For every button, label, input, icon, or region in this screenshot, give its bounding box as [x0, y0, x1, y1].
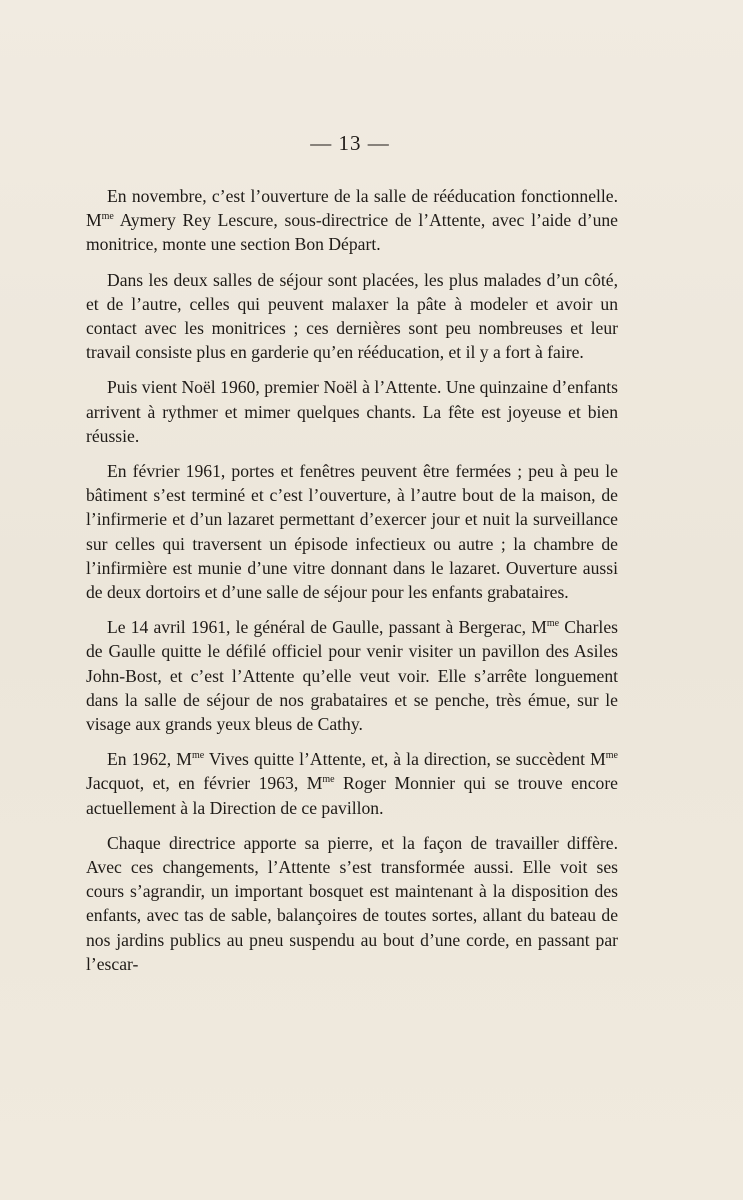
superscript: me — [322, 774, 335, 786]
text-run: En février 1961, portes et fenêtres peuvent être fermées ; peu à peu le bâtiment s’est terminé et c’est l’ouverture, à l’autre bout de la maison, de l’infirmerie et d’un lazaret permettant d’exercer jour et nuit la surveillance sur celles qui traversent un épisode infectieux ou autre ; la chambre de l’infirmière est munie d’une vitre donnant dans le lazaret. Ouverture aussi de deux dortoirs et d’une salle de séjour pour les enfants grabataires. — [86, 461, 618, 603]
page-number: — 13 — — [310, 131, 390, 155]
text-run: Vives quitte l’Attente, et, à la direction, se succèdent M — [204, 749, 606, 770]
body-text — [86, 184, 618, 987]
superscript: me — [191, 750, 205, 762]
text-run: Dans les deux salles de séjour sont placées, les plus malades d’un côté, et de l’autre, celles qui peuvent malaxer la pâte à modeler et avoir un contact avec les monitrices ; ces dernières sont peu nombreuses et leur travail consiste plus en garderie qu’en rééducation, et il y a fort à faire. — [86, 269, 618, 363]
text-run: Roger Monnier qui se trouve encore actuellement à la Direction de ce pavillon. — [86, 773, 618, 818]
paragraph — [86, 831, 618, 976]
text-run: Le 14 avril 1961, le général de Gaulle, passant à Bergerac, M — [107, 617, 547, 638]
superscript: me — [101, 211, 114, 223]
text-run: Charles de Gaulle quitte le défilé officiel pour venir visiter un pavillon des Asiles John-Bost, et c’est l’Attente qu’elle veut voir. Elle s’arrête longuement dans la salle de séjour de nos grabataires et se penche, très émue, sur le visage aux grands yeux bleus de Cathy. — [86, 617, 618, 735]
text-run: Aymery Rey Lescure, sous-directrice de l’Attente, avec l’aide d’une monitrice, monte une section Bon Départ. — [86, 210, 618, 255]
superscript: me — [546, 618, 560, 630]
text-run: Chaque directrice apporte sa pierre, et la façon de travailler diffère. Avec ces changements, l’Attente s’est transformée aussi. Elle voit ses cours s’agrandir, un important bosquet est maintenant à la disposition des enfants, avec tas de sable, balançoires de toutes sortes, allant du bateau de nos jardins publics au pneu suspendu au bout d’une corde, en passant par l’escar- — [86, 832, 618, 974]
paragraph — [86, 268, 618, 365]
paragraph — [86, 184, 618, 257]
paragraph — [86, 747, 618, 820]
paragraph — [86, 459, 618, 604]
paragraph — [86, 615, 618, 736]
text-run: Jacquot, et, en février 1963, M — [86, 773, 323, 794]
superscript: me — [605, 750, 618, 762]
paragraph — [86, 375, 618, 448]
text-run: En novembre, c’est l’ouverture de la salle de rééducation fonctionnelle. M — [86, 186, 618, 231]
text-run: En 1962, M — [107, 749, 192, 770]
text-run: Puis vient Noël 1960, premier Noël à l’Attente. Une quinzaine d’enfants arrivent à rythmer et mimer quelques chants. La fête est joyeuse et bien réussie. — [86, 377, 618, 446]
